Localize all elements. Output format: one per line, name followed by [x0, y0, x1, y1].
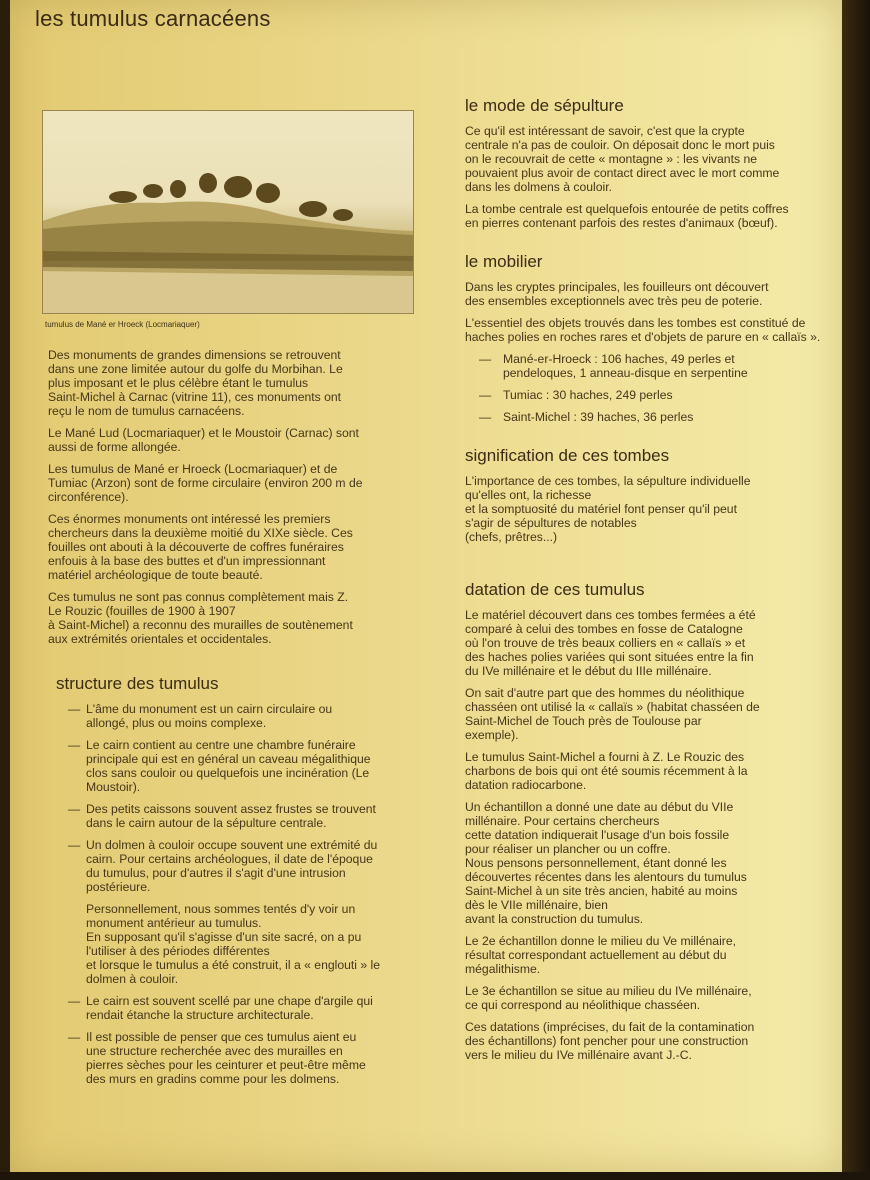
list-item-text: Un dolmen à couloir occupe souvent une extrémité du cairn. Pour certains archéologues, il date de l'époque du tumulus, pour d'autres il s'agit d'une intrusion postérieure.	[86, 838, 378, 894]
dash-bullet: —	[68, 738, 81, 752]
datation-paragraph: Un échantillon a donné une date au début du VIIe millénaire. Pour certains chercheurs cette datation indiquerait l'usage d'un bois fossile pour réaliser un plancher ou un coffre. Nous pensons personnellement, étant donné les découvertes récentes dans les alentours du tumulus Saint-Michel à un site très ancien, habité au moins dès le VIIe millénaire, bien avant la construction du tumulus.	[465, 800, 747, 926]
panel-frame-edge	[842, 0, 870, 1180]
dash-bullet: —	[68, 802, 81, 816]
sepulture-paragraph: La tombe centrale est quelquefois entourée de petits coffres en pierres contenant parfois des restes d'animaux (bœuf).	[465, 202, 789, 230]
photo-caption: tumulus de Mané er Hroeck (Locmariaquer)	[45, 320, 200, 329]
structure-heading: structure des tumulus	[56, 674, 219, 693]
list-item	[48, 1030, 418, 1086]
right-column	[465, 96, 835, 1070]
datation-paragraph: Ces datations (imprécises, du fait de la contamination des échantillons) font pencher pour une construction vers le milieu du IVe millénaire avant J.-C.	[465, 1020, 755, 1062]
list-item	[48, 738, 418, 794]
intro-paragraph: Le Mané Lud (Locmariaquer) et le Moustoir (Carnac) sont aussi de forme allongée.	[48, 426, 359, 454]
structure-note: Personnellement, nous sommes tentés d'y voir un monument antérieur au tumulus. En supposant qu'il s'agisse d'un site sacré, on a pu l'utiliser à des périodes différentes et lorsque le tumulus a été construit, il a « englouti » le dolmen à couloir.	[86, 902, 381, 986]
mobilier-paragraph: Dans les cryptes principales, les fouilleurs ont découvert des ensembles exceptionnels avec très peu de poterie.	[465, 280, 769, 308]
tumulus-photo	[42, 110, 414, 314]
dash-bullet: —	[479, 352, 492, 366]
datation-paragraph: Le tumulus Saint-Michel a fourni à Z. Le Rouzic des charbons de bois qui ont été soumis récemment à la datation radiocarbone.	[465, 750, 748, 792]
panel-frame-bottom	[0, 1172, 870, 1180]
list-item	[48, 702, 418, 730]
dash-bullet: —	[68, 994, 81, 1008]
intro-paragraph: Des monuments de grandes dimensions se retrouvent dans une zone limitée autour du golfe du Morbihan. Le plus imposant et le plus célèbre étant le tumulus Saint-Michel à Carnac (vitrine 11), ces monuments ont reçu le nom de tumulus carnacéens.	[48, 348, 343, 418]
datation-paragraph: Le matériel découvert dans ces tombes fermées a été comparé à celui des tombes en fosse de Catalogne où l'on trouve de très beaux colliers en « callaïs » et des haches polies variées qui sont situées entre la fin du IVe millénaire et le début du IIIe millénaire.	[465, 608, 756, 678]
mobilier-list	[465, 352, 835, 424]
list-item-text: Saint-Michel : 39 haches, 36 perles	[503, 410, 694, 424]
list-item	[465, 352, 835, 380]
mobilier-paragraph: L'essentiel des objets trouvés dans les tombes est constitué de haches polies en roches rares et d'objets de parure en « callaïs ».	[465, 316, 821, 344]
left-column	[48, 348, 418, 1094]
list-item	[48, 838, 418, 986]
list-item-text: Des petits caissons souvent assez frustes se trouvent dans le cairn autour de la sépulture centrale.	[86, 802, 376, 830]
intro-paragraph: Les tumulus de Mané er Hroeck (Locmariaquer) et de Tumiac (Arzon) sont de forme circulaire (environ 200 m de circonférence).	[48, 462, 363, 504]
page-title: les tumulus carnacéens	[35, 6, 271, 31]
list-item-text: Tumiac : 30 haches, 249 perles	[503, 388, 673, 402]
dash-bullet: —	[68, 702, 81, 716]
datation-paragraph: Le 2e échantillon donne le milieu du Ve millénaire, résultat correspondant actuellement au début du mégalithisme.	[465, 934, 737, 976]
datation-paragraph: On sait d'autre part que des hommes du néolithique chasséen ont utilisé la « callaïs » (habitat chasséen de Saint-Michel de Touch près de Toulouse par exemple).	[465, 686, 760, 742]
intro-paragraph: Ces énormes monuments ont intéressé les premiers chercheurs dans la deuxième moitié du XIXe siècle. Ces fouilles ont abouti à la découverte de coffres funéraires enfouis à la base des buttes et d'un impressionnant matériel archéologique de toute beauté.	[48, 512, 353, 582]
mobilier-heading: le mobilier	[465, 252, 543, 271]
list-item-text: Il est possible de penser que ces tumulus aient eu une structure recherchée avec des murailles en pierres sèches pour les ceinturer et peut-être même des murs en gradins comme pour les dolmens.	[86, 1030, 366, 1086]
dash-bullet: —	[68, 838, 81, 852]
dash-bullet: —	[479, 410, 492, 424]
list-item	[465, 410, 835, 424]
sepulture-heading: le mode de sépulture	[465, 96, 624, 115]
list-item-text: Mané-er-Hroeck : 106 haches, 49 perles et pendeloques, 1 anneau-disque en serpentine	[503, 352, 748, 380]
list-item	[48, 994, 418, 1022]
exhibit-panel	[10, 0, 842, 1172]
list-item-text: L'âme du monument est un cairn circulaire ou allongé, plus ou moins complexe.	[86, 702, 333, 730]
tumulus-photo-illustration	[43, 111, 413, 313]
datation-paragraph: Le 3e échantillon se situe au milieu du IVe millénaire, ce qui correspond au néolithique chasséen.	[465, 984, 752, 1012]
signification-heading: signification de ces tombes	[465, 446, 670, 465]
datation-heading: datation de ces tumulus	[465, 580, 645, 599]
list-item-text: Le cairn est souvent scellé par une chape d'argile qui rendait étanche la structure architecturale.	[86, 994, 373, 1022]
list-item	[48, 802, 418, 830]
dash-bullet: —	[68, 1030, 81, 1044]
signification-paragraph: L'importance de ces tombes, la sépulture individuelle qu'elles ont, la richesse et la somptuosité du matériel font penser qu'il peut s'agir de sépultures de notables (chefs, prêtres...)	[465, 474, 751, 544]
list-item-text: Le cairn contient au centre une chambre funéraire principale qui est en général un caveau mégalithique clos sans couloir ou quelquefois une incinération (Le Moustoir).	[86, 738, 371, 794]
list-item	[465, 388, 835, 402]
sepulture-paragraph: Ce qu'il est intéressant de savoir, c'est que la crypte centrale n'a pas de couloir. On déposait donc le mort puis on le recouvrait de cette « montagne » : les vivants ne pouvaient plus avoir de contact direct avec le mort comme dans les dolmens à couloir.	[465, 124, 780, 194]
structure-list	[48, 702, 418, 1086]
dash-bullet: —	[479, 388, 492, 402]
intro-paragraph: Ces tumulus ne sont pas connus complètement mais Z. Le Rouzic (fouilles de 1900 à 1907 à Saint-Michel) a reconnu des murailles de soutènement aux extrémités orientales et occidentales.	[48, 590, 353, 646]
